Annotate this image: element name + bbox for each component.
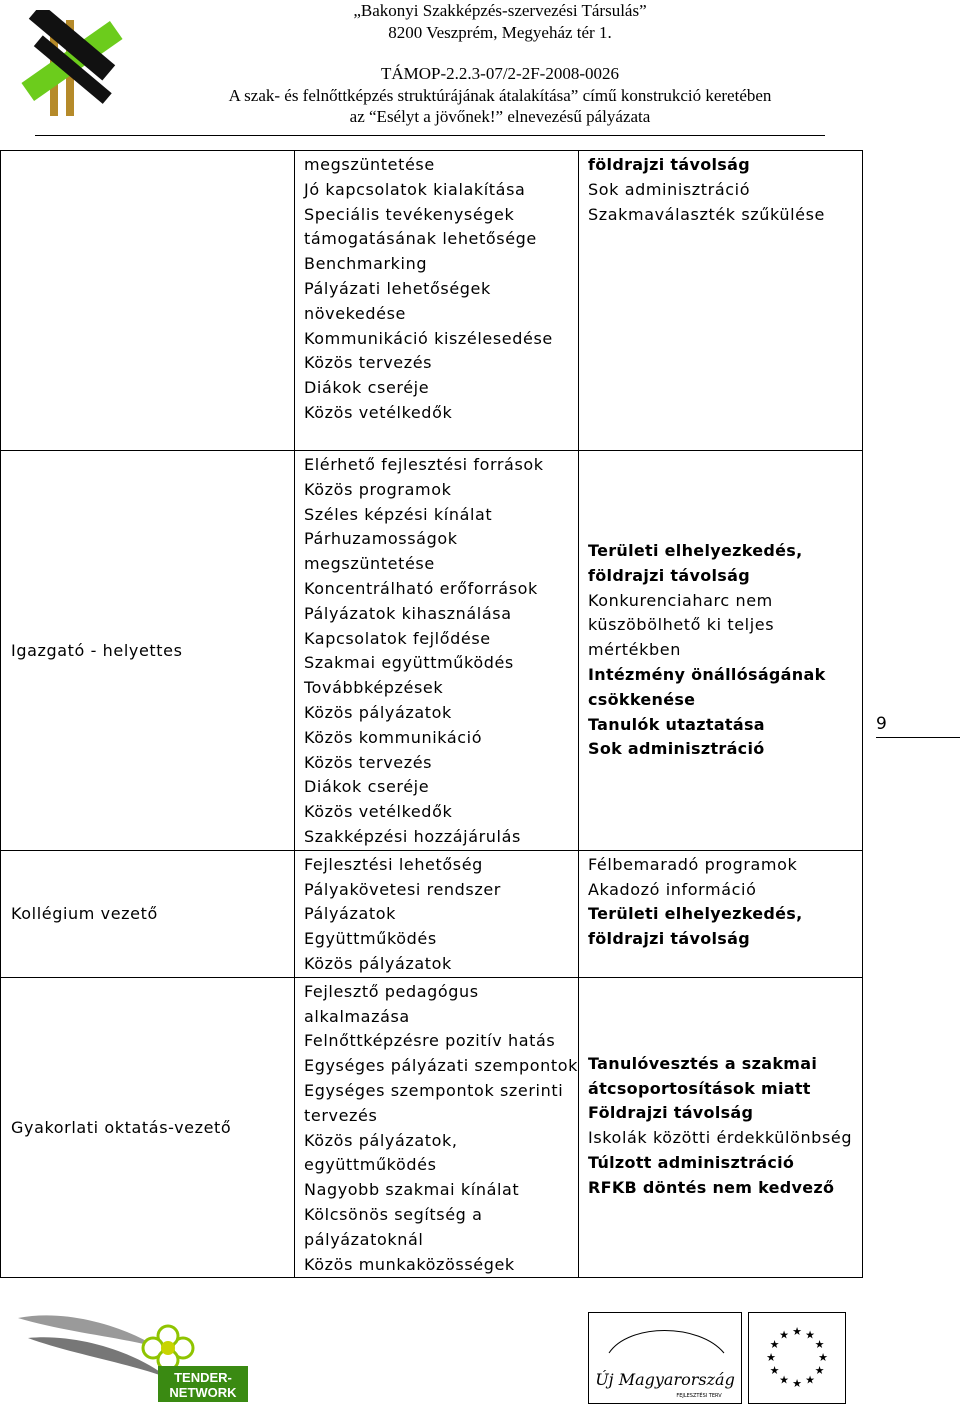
header-line: „Bakonyi Szakképzés-szervezési Társulás” bbox=[353, 1, 647, 20]
cell-line: mértékben bbox=[588, 640, 681, 660]
cell-line: Kommunikáció kiszélesedése bbox=[304, 328, 553, 348]
cell-line: Túlzott adminisztráció bbox=[588, 1152, 795, 1172]
cell-line: Együttműködés bbox=[304, 929, 437, 949]
risks-cell bbox=[579, 977, 863, 1278]
opportunities-cell bbox=[295, 977, 579, 1278]
cell-line: Fejlesztési lehetőség bbox=[304, 854, 483, 874]
header-line: TÁMOP-2.2.3-07/2-2F-2008-0026 bbox=[381, 64, 619, 83]
cell-line: Széles képzési kínálat bbox=[304, 504, 493, 524]
cell-line: Párhuzamosságok bbox=[304, 529, 458, 549]
star-icon: ★ bbox=[769, 1364, 780, 1377]
cell-line: Közös kommunikáció bbox=[304, 727, 483, 747]
cell-line: Közös munkaközösségek bbox=[304, 1254, 515, 1274]
uj-magyarorszag-text: Új Magyarország bbox=[595, 1370, 735, 1389]
cell-line: megszüntetése bbox=[304, 554, 435, 574]
risks-cell bbox=[579, 151, 863, 451]
eu-flag bbox=[748, 1312, 846, 1404]
page-header bbox=[0, 0, 960, 140]
cell-line: Sok adminisztráció bbox=[588, 179, 751, 199]
cell-line: Elérhető fejlesztési források bbox=[304, 455, 544, 474]
star-icon: ★ bbox=[805, 1328, 815, 1342]
cell-line: RFKB döntés nem kedvező bbox=[588, 1177, 835, 1197]
cell-line: Pályakövetesi rendszer bbox=[304, 879, 501, 899]
star-icon: ★ bbox=[779, 1328, 789, 1342]
cell-line: földrajzi távolság bbox=[588, 565, 750, 585]
uj-magyarorszag-logo bbox=[588, 1312, 742, 1404]
star-icon: ★ bbox=[814, 1338, 825, 1351]
star-icon: ★ bbox=[818, 1351, 828, 1364]
cell-line: Felnőttképzésre pozitív hatás bbox=[304, 1031, 556, 1051]
cell-line: Közös pályázatok bbox=[304, 953, 452, 973]
cell-line: alkalmazása bbox=[304, 1006, 410, 1026]
role-cell: Gyakorlati oktatás-vezető bbox=[1, 977, 295, 1278]
cell-line: Közös tervezés bbox=[304, 353, 433, 373]
cell-line: Intézmény önállóságának bbox=[588, 664, 826, 684]
opportunities-cell bbox=[295, 151, 579, 451]
cell-line: Területi elhelyezkedés, bbox=[588, 904, 803, 924]
cell-line: Diákok cseréje bbox=[304, 777, 430, 797]
cell-line: Közös vetélkedők bbox=[304, 802, 453, 822]
star-icon: ★ bbox=[814, 1364, 825, 1377]
cell-line: Egységes szempontok szerinti bbox=[304, 1080, 564, 1100]
cell-line: Sok adminisztráció bbox=[588, 739, 765, 759]
cell-line: növekedése bbox=[304, 303, 406, 323]
table-row bbox=[1, 451, 863, 851]
cell-line: Egységes pályázati szempontok bbox=[304, 1056, 579, 1076]
cell-line: megszüntetése bbox=[304, 155, 435, 174]
cell-line: Koncentrálható erőforrások bbox=[304, 578, 538, 598]
svg-text:TENDER-: TENDER- bbox=[174, 1370, 232, 1385]
cell-line: Földrajzi távolság bbox=[588, 1103, 754, 1123]
cell-line: Konkurenciaharc nem bbox=[588, 590, 773, 610]
cell-line: földrajzi távolság bbox=[588, 929, 750, 949]
cell-line: Fejlesztő pedagógus bbox=[304, 981, 479, 1001]
cell-line: Közös pályázatok, bbox=[304, 1130, 458, 1150]
cell-line: Közös tervezés bbox=[304, 752, 433, 772]
star-icon: ★ bbox=[792, 1325, 802, 1338]
cell-line: Kölcsönös segítség a bbox=[304, 1204, 483, 1224]
cell-line: tervezés bbox=[304, 1105, 378, 1125]
cell-line: Iskolák közötti érdekkülönbség bbox=[588, 1128, 853, 1148]
cell-line: támogatásának lehetősége bbox=[304, 229, 537, 249]
star-icon: ★ bbox=[769, 1338, 780, 1351]
cell-line: Szakmaválaszték szűkülése bbox=[588, 204, 825, 224]
page-number: 9 bbox=[876, 714, 960, 738]
header-line: az “Esélyt a jövőnek!” elnevezésű pályázata bbox=[349, 107, 651, 126]
cell-line: Akadozó információ bbox=[588, 879, 757, 899]
role-cell bbox=[1, 151, 295, 451]
star-icon: ★ bbox=[766, 1351, 776, 1364]
cell-line: Továbbképzések bbox=[304, 678, 444, 698]
risks-cell bbox=[579, 850, 863, 977]
table-row bbox=[1, 850, 863, 977]
header-text bbox=[150, 0, 850, 128]
opportunities-cell bbox=[295, 850, 579, 977]
cell-line: Szakmai együttműködés bbox=[304, 653, 514, 673]
header-line: 8200 Veszprém, Megyeház tér 1. bbox=[388, 22, 612, 42]
cell-line: Területi elhelyezkedés, bbox=[588, 541, 803, 560]
cell-line: Szakképzési hozzájárulás bbox=[304, 826, 521, 846]
cell-line: Félbemaradó programok bbox=[588, 854, 798, 874]
cell-line: csökkenése bbox=[588, 689, 696, 709]
table-row bbox=[1, 151, 863, 451]
cell-line: küszöbölhető ki teljes bbox=[588, 615, 775, 635]
cell-line: Pályázatok kihasználása bbox=[304, 603, 512, 623]
svg-text:NETWORK: NETWORK bbox=[169, 1385, 237, 1400]
cell-line: átcsoportosítások miatt bbox=[588, 1078, 811, 1098]
analysis-table bbox=[0, 150, 863, 1278]
fejlesztesi-terv-text: FEJLESZTÉSI TERV bbox=[676, 1393, 722, 1399]
cell-line: Közös programok bbox=[304, 479, 452, 499]
cell-line: Kapcsolatok fejlődése bbox=[304, 628, 491, 648]
cell-line: földrajzi távolság bbox=[588, 155, 750, 174]
opportunities-cell bbox=[295, 451, 579, 851]
cell-line: pályázatoknál bbox=[304, 1229, 424, 1249]
cell-line: Diákok cseréje bbox=[304, 378, 430, 398]
cell-line: együttműködés bbox=[304, 1155, 437, 1175]
cell-line: Tanulók utaztatása bbox=[588, 714, 765, 734]
risks-cell bbox=[579, 451, 863, 851]
table-row bbox=[1, 977, 863, 1278]
header-line: A szak- és felnőttképzés struktúrájának átalakítása” című konstrukció keretében bbox=[228, 85, 772, 105]
cell-line: Nagyobb szakmai kínálat bbox=[304, 1180, 520, 1200]
cell-line: Pályázatok bbox=[304, 904, 396, 924]
role-cell: Kollégium vezető bbox=[1, 850, 295, 977]
cell-line: Benchmarking bbox=[304, 254, 428, 274]
cell-line: Tanulóvesztés a szakmai bbox=[588, 1053, 818, 1073]
cell-line: Közös pályázatok bbox=[304, 702, 452, 722]
star-icon: ★ bbox=[792, 1377, 802, 1390]
header-divider bbox=[35, 135, 825, 136]
cell-line: Közös vetélkedők bbox=[304, 402, 453, 422]
tender-network-logo bbox=[8, 1308, 248, 1404]
cell-line: Speciális tevékenységek bbox=[304, 204, 515, 224]
cell-line: Jó kapcsolatok kialakítása bbox=[304, 179, 526, 199]
organization-logo bbox=[14, 10, 130, 118]
cell-line: Pályázati lehetőségek bbox=[304, 278, 491, 298]
star-icon: ★ bbox=[779, 1373, 789, 1387]
star-icon: ★ bbox=[805, 1373, 815, 1387]
role-cell: Igazgató - helyettes bbox=[1, 451, 295, 851]
